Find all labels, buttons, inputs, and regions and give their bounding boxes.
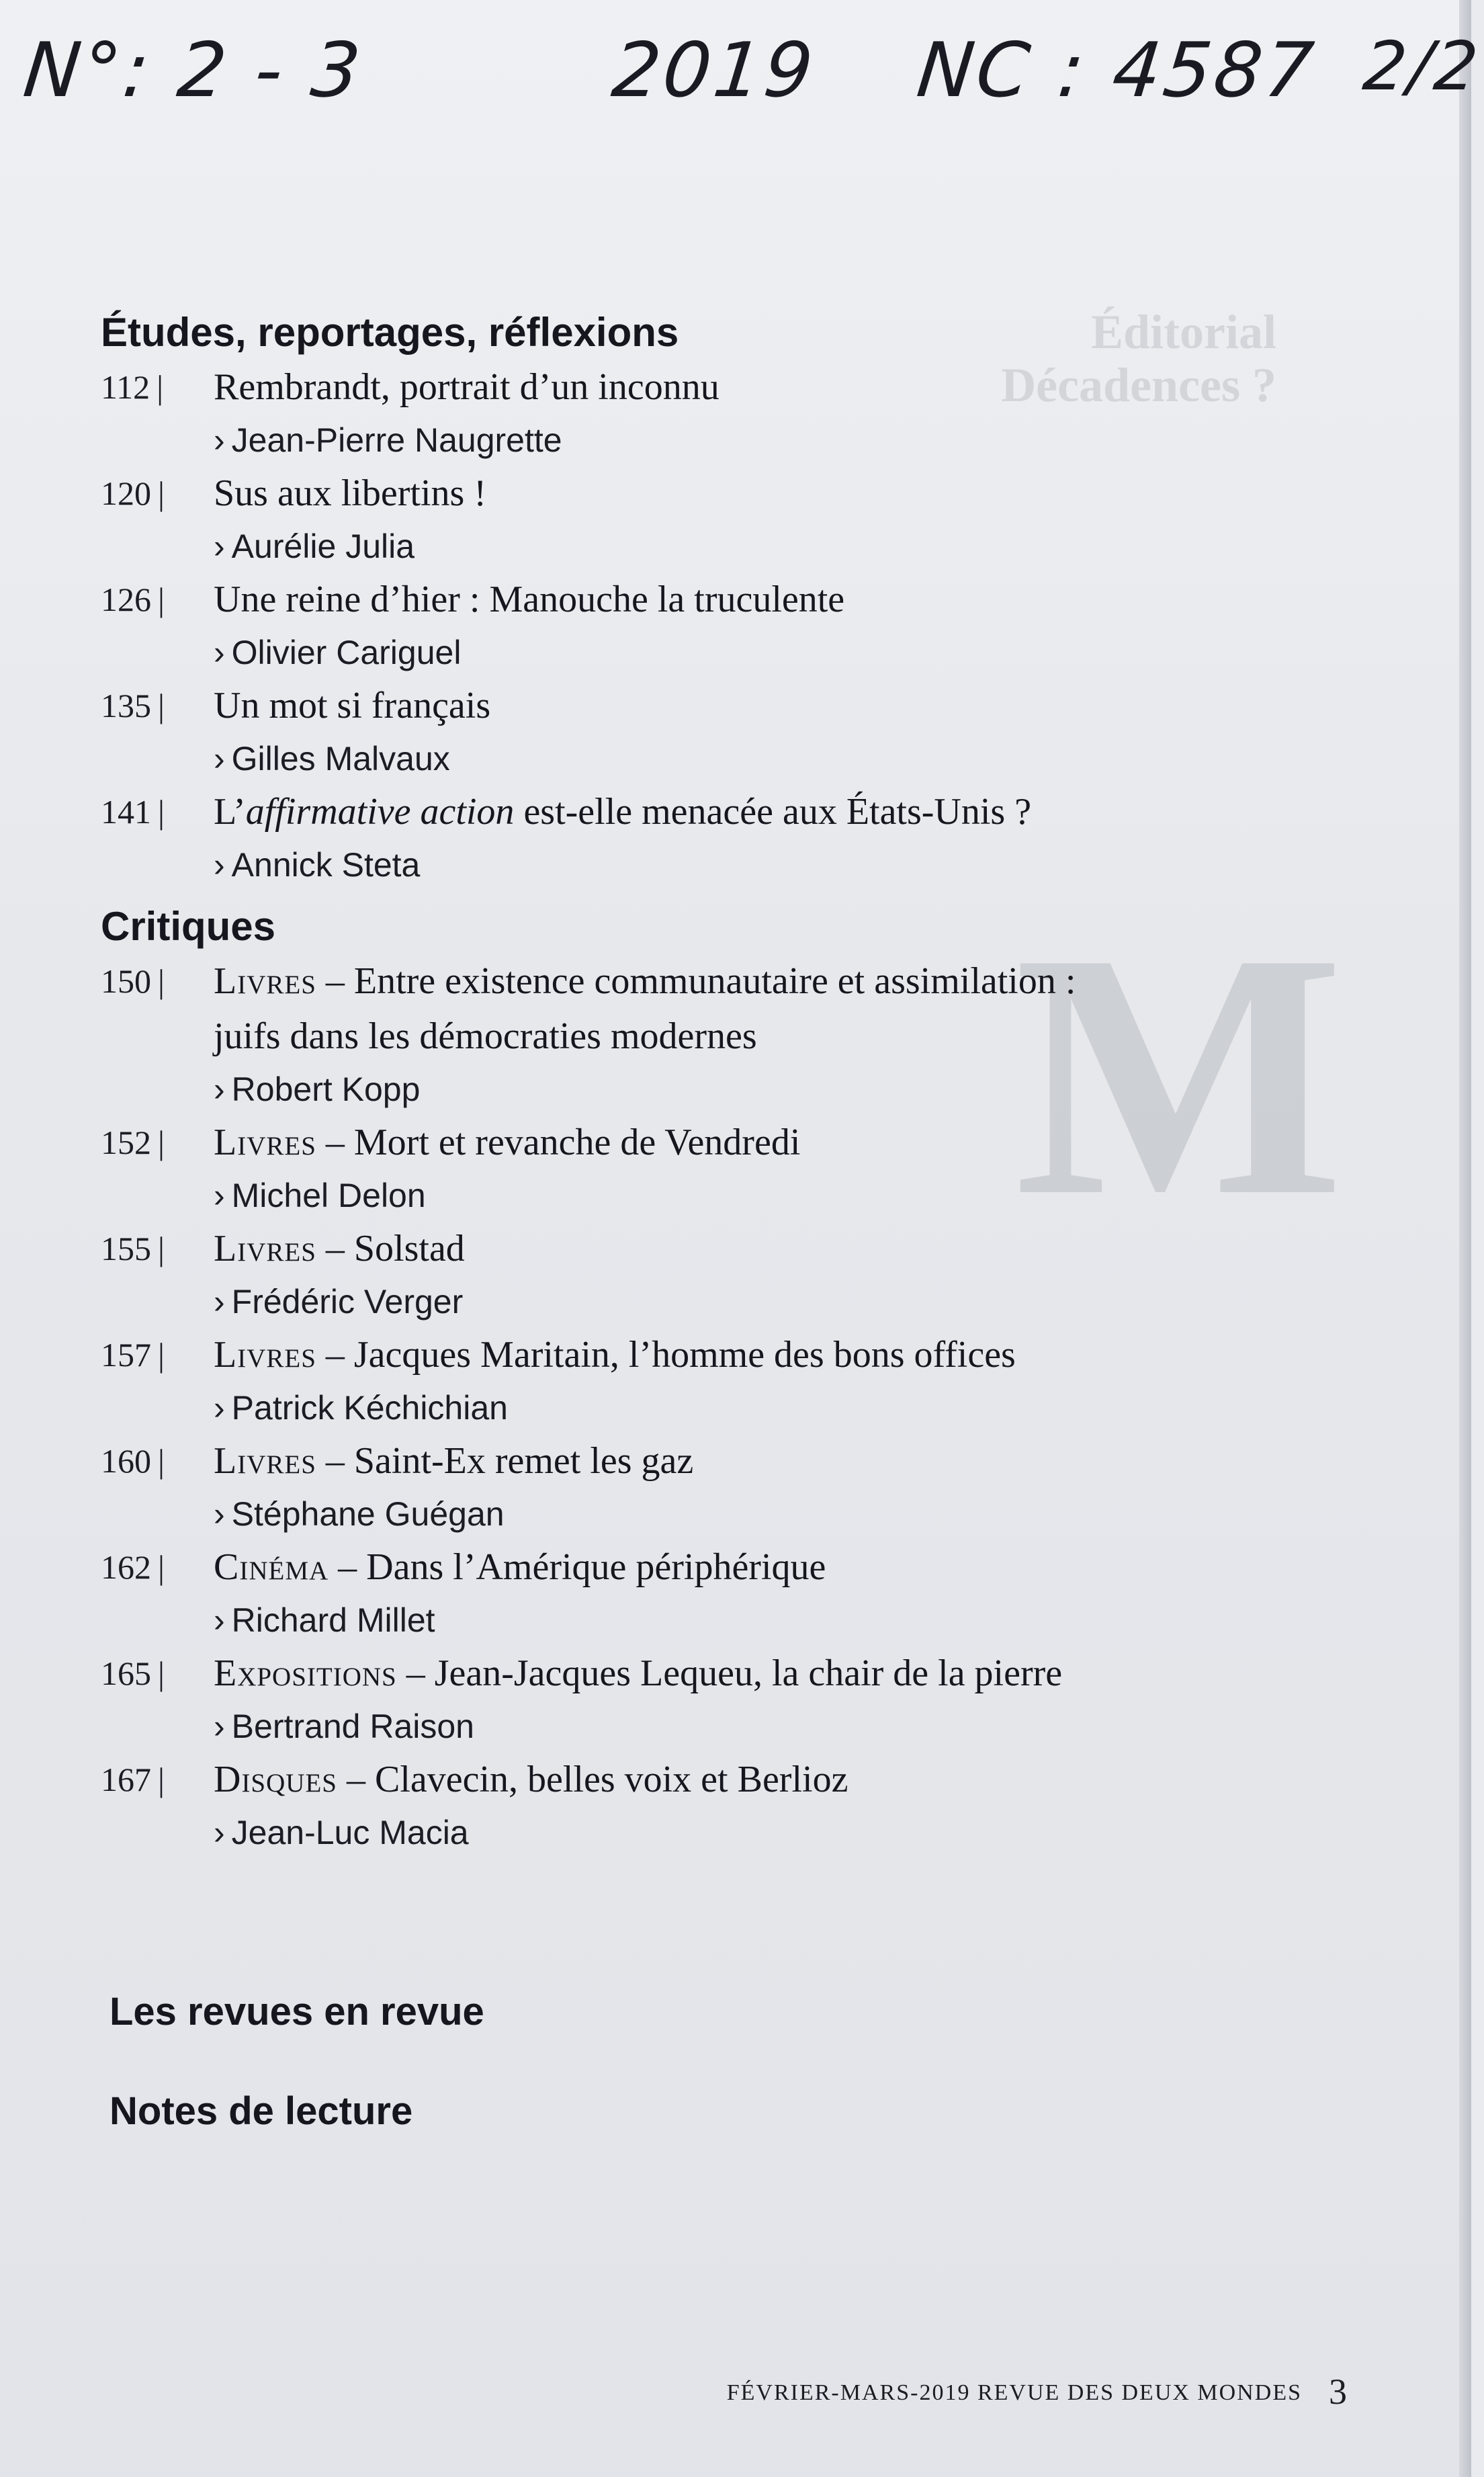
entry-title: Une reine d’hier : Manouche la truculente (214, 579, 845, 620)
entry-page-number: 155 | (101, 1221, 165, 1276)
entry-title-text: – Clavecin, belles voix et Berlioz (337, 1759, 848, 1800)
entry-author: › Robert Kopp (214, 1064, 1243, 1115)
entry-author: › Richard Millet (214, 1595, 1243, 1646)
entry-category: Livres (214, 1122, 316, 1163)
toc-entry (101, 466, 1243, 572)
entry-category: Disques (214, 1759, 337, 1800)
toc-entry (101, 678, 1243, 784)
entry-title (214, 1752, 1243, 1807)
entry-author: › Jean-Pierre Naugrette (214, 415, 1243, 466)
entry-category: Livres (214, 960, 316, 1002)
table-of-contents (101, 306, 1243, 1858)
toc-entry (101, 1540, 1243, 1646)
entry-author: › Gilles Malvaux (214, 733, 1243, 784)
entry-title (214, 1115, 1243, 1170)
entry-page-number: 126 | (101, 572, 165, 627)
entry-title-text: – Mort et revanche de Vendredi (316, 1122, 801, 1163)
show-through-text: Éditorial Décadences ? (1001, 305, 1276, 412)
entry-page-number: 135 | (101, 678, 165, 733)
section-title-etudes: Études, reportages, réflexions (101, 310, 679, 355)
entry-page-number: 165 | (101, 1646, 165, 1701)
entry-category: Livres (214, 1334, 316, 1376)
entry-page-number: 112 | (101, 360, 163, 415)
page-edge (1459, 0, 1471, 2477)
handwritten-nc-code: NC : 4587 (913, 27, 1320, 114)
entry-category: Expositions (214, 1652, 397, 1694)
toc-entry (101, 1221, 1243, 1327)
entry-title: Un mot si français (214, 685, 491, 726)
entry-author: › Annick Steta (214, 839, 1243, 890)
page-number: 3 (1329, 2371, 1347, 2412)
entry-page-number: 152 | (101, 1115, 165, 1170)
entry-category: Livres (214, 1228, 316, 1269)
handwritten-page-fraction: 2/2 (1359, 27, 1484, 106)
entry-title (214, 1540, 1243, 1595)
entry-page-number: 160 | (101, 1433, 165, 1488)
entry-author: › Bertrand Raison (214, 1701, 1243, 1752)
handwritten-year: 2019 (608, 27, 820, 114)
entry-author: › Patrick Kéchichian (214, 1382, 1243, 1433)
entry-author: › Frédéric Verger (214, 1276, 1243, 1327)
entry-title-text: – Jacques Maritain, l’homme des bons offices (316, 1334, 1016, 1376)
toc-entry (101, 1327, 1243, 1433)
entry-title (214, 1221, 1243, 1276)
entry-title (214, 1327, 1243, 1382)
toc-entry (101, 1115, 1243, 1221)
entry-title-rest: est-elle menacée aux États-Unis ? (514, 791, 1032, 833)
entry-page-number: 141 | (101, 784, 165, 839)
toc-entry (101, 784, 1243, 890)
entry-title (214, 954, 1243, 1009)
toc-entry (101, 1433, 1243, 1540)
entry-page-number: 150 | (101, 954, 165, 1009)
entry-category: Livres (214, 1440, 316, 1482)
entry-author: › Olivier Cariguel (214, 627, 1243, 678)
toc-entry (101, 1646, 1243, 1752)
entry-author: › Stéphane Guégan (214, 1488, 1243, 1540)
entry-page-number: 167 | (101, 1752, 165, 1807)
entry-title-text: – Saint-Ex remet les gaz (316, 1440, 694, 1482)
entry-author: › Jean-Luc Macia (214, 1807, 1243, 1858)
entry-title-text: – Entre existence communautaire et assimilation : (316, 960, 1076, 1002)
toc-entry (101, 1752, 1243, 1858)
toc-entry (101, 954, 1243, 1115)
entry-title (214, 784, 1243, 839)
entry-page-number: 120 | (101, 466, 165, 521)
toc-entry (101, 572, 1243, 678)
show-through-initial: M (1014, 882, 1344, 1268)
toc-entry (101, 360, 1243, 466)
entry-title: Sus aux libertins ! (214, 472, 486, 514)
running-footer: FÉVRIER-MARS-2019 REVUE DES DEUX MONDES (726, 2380, 1302, 2405)
extra-sections (110, 1962, 484, 2161)
entry-page-number: 157 | (101, 1327, 165, 1382)
entry-title-line2: juifs dans les démocraties modernes (214, 1015, 757, 1057)
entry-author: › Michel Delon (214, 1170, 1243, 1221)
entry-title (214, 1433, 1243, 1488)
handwritten-issue-number: N°: 2 - 3 (19, 27, 367, 114)
entry-title-text: – Jean-Jacques Lequeu, la chair de la pierre (396, 1652, 1063, 1694)
entry-title (214, 1646, 1243, 1701)
section-title-notes: Notes de lecture (110, 2089, 413, 2133)
entry-title-prefix: L’ (214, 791, 246, 833)
section-title-revues: Les revues en revue (110, 1990, 484, 2033)
entry-title-text: – Solstad (316, 1228, 465, 1269)
entry-category: Cinéma (214, 1546, 329, 1588)
entry-title-emphasis: affirmative action (245, 791, 515, 833)
entry-title: Rembrandt, portrait d’un inconnu (214, 366, 719, 408)
entry-author: › Aurélie Julia (214, 521, 1243, 572)
entry-title-text: – Dans l’Amérique périphérique (329, 1546, 826, 1588)
section-title-critiques: Critiques (101, 904, 276, 949)
entry-page-number: 162 | (101, 1540, 165, 1595)
